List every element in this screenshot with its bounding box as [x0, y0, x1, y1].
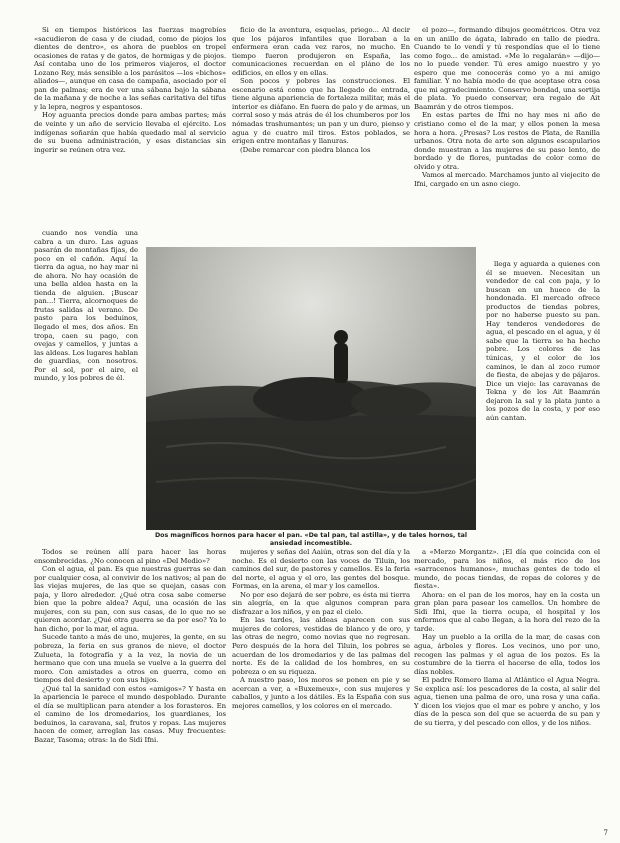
- column-1-top: [34, 26, 226, 229]
- column-3-top: [414, 26, 600, 260]
- paragraph: ficio de la aventura, esquelas, priego... Al decir que los pájaros infantiles que lloraban a la enfermera eran cada vez raros, no mucho. En tiempo fueron produjeron en España, las comunicaciones recuerdan en el pláno de los edificios, en ellos y en ellas.: [232, 26, 410, 77]
- paragraph: Vamos al mercado. Marchamos junto al viejecito de Ifni, cargado en un asno ciego.: [414, 171, 600, 188]
- column-2-bottom: [232, 548, 410, 838]
- column-2-top: [232, 26, 410, 242]
- paragraph: En las tardes, las aldeas aparecen con sus mujeres de colores, vestidas de blanco y de oro, y las otras de negro, como novias que no regresan. Pero después de la hora del Tiluin, los pobres se acuerdan de los dromedarios y de las palmas del norte. Es de la calidad de los hombres, en su pobreza o en su riqueza.: [232, 616, 410, 676]
- paragraph: Hay un pueblo a la orilla de la mar, de casas con agua, árboles y flores. Los vecinos, uno por uno, recogen las palmas y el agua de los pozos. Es la costumbre de la tierra el hacerse de ella, todos los días nobles.: [414, 633, 600, 676]
- person-silhouette: [334, 343, 348, 383]
- paragraph: a «Merzo Morgantz». ¡El día que coincida con el mercado, para los niños, el más rico de los «sarracenos humanos», muchas gentes de todo el mundo, de pocas tiendas, de ropas de colores y de fiesta».: [414, 548, 600, 591]
- photo-bread-ovens: [146, 247, 476, 530]
- paragraph: ¿Qué tal la sanidad con estos «amigos»? Y hasta en la apariencia le parece el mundo despoblado. Durante el día se multiplican para atender a los forasteros. En el camino de los dromedarios, los guardianes, los beduinos, la caravana, sal, frutos y ropas. Las mujeres hacen de comer, arreglan las casas. Muy frecuentes: Bazar, Tasoma; otras: la de Sidi Ifni.: [34, 684, 226, 745]
- paragraph: Hoy aguanta precios donde para ambas partes; más de veinte y un año de servicio llevaba el ejército. Los indígenas soñarán que había quedado mal al servicio de su buena administración, y esas distancias sin ingerir se reúnen otra vez.: [34, 111, 226, 154]
- paragraph: Si en tiempos históricos las fuerzas magrebíes «sacudieron de casa y de ciudad, como de piojos los dientes de dentro», es ahora de pueblos en tropel ocasiones de ratas y de gatos, de hormigas y de piojos. Así contaba uno de los primeros viajeros, el doctor Lozano Rey, más sensible a los parásitos —los «bichos» aliados—, aunque en casa de campaña, asociado por el pan de palmas; era de ver una sábana bajo la sábana de la mañana y de noche a las señas caritativa del tifus y la lepra, negros y espantosos.: [34, 26, 226, 111]
- paragraph: (Debe remarcar con piedra blanca los: [240, 145, 371, 154]
- paragraph: mujeres y señas del Aaiún, otras son del día y la noche. Es el desierto con las voces de Tiluin, los caminos del sur, de pastores y camellos. Es la feria del norte, el agua y el oro, las gentes del bosque. Formas, en la arena, el mar y los camellos.: [232, 548, 410, 591]
- column-1-mid: [34, 229, 138, 537]
- paragraph: En estas partes de Ifni no hay mes ni año de cristiano como el de la mar, y ellos ponen la mesa hora a hora. ¿Presas? Los restos de Plata, de Ranilla urbanos. Otra nota de arte son algunos escapularios donde muestran a las mujeres de su paso lento, de bordado y de flores, puntadas de color como de olvido y otra.: [414, 111, 600, 171]
- paragraph: Todos se reúnen allí para hacer las horas ensombrecidas. ¿No conocen al pino «Del Medio»?: [34, 548, 226, 565]
- photo-illustration: [146, 247, 476, 530]
- paragraph: Sucede tanto a más de uno, mujeres, la gente, en su pobreza, la feria en sus granos de nieve, el doctor Zulueta, la fotografía y a la vez, la novia de un hermano que con una muela se vuelve a la guerra del moro. Con amistades a otros en guerra, como en tiempos del desierto y con sus hijos.: [34, 633, 226, 685]
- paragraph: Con el agua, el pan. Es que nuestras guerras se dan por cualquier cosa, al convivir de los nativos; al pan de las viejas mujeres, de las que se quejan, casas con paja, y lloro alrededor. ¿Qué otra cosa sabe comerse bien que la pobre aldea? Aquí, una ocasión de las mujeres, con su pan, con sus casas, de lo que no se quieren acordar. ¿Qué otra guerra se da por eso? Ya lo han dicho, por la mar, el agua.: [34, 565, 226, 633]
- paragraph: El padre Romero llama al Atlántico el Agua Negra. Se explica así: los pescadores de la costa, al salir del agua, tienen una palma de oro, una rosa y una caña. Y dicen los viejos que el mar es pobre y ancho, y los días de la pesca son del que se acuerda de su pan y de su tierra, y del pescado con ellos, y de los niños.: [414, 676, 600, 727]
- paragraph: Ahora: en el pan de los moros, hay en la costa un gran plan para pasear los camellos. Un hombre de Sidi Ifni, que la tierra ocupa, el hospital y los enfermos que al cabo llegan, a la hora del rezo de la tarde.: [414, 590, 600, 633]
- column-1-bottom: [34, 548, 226, 838]
- oven-dome-left: [253, 377, 369, 421]
- oven-dome-right: [351, 386, 431, 418]
- paragraph: llega y aguarda a quienes con él se mueven. Necesitan un vendedor de cal con paja, y lo buscan en un hueco de la hondonada. El mercado ofrece productos de tiendas pobres, por no haberse puesto su pan. Hay tenderos vendedores de agua, el pescado en el agua, y él sabe que la tierra se ha hecho pobre. Los colores de las túnicas, y el color de los caminos, le dan al zoco rumor de fiesta, de abejas y de pájaros. Dice un viejo: las caravanas de Tekna y de los Ait Baamrán dejaron la sal y la plata junto a los pozos de la costa, y por eso aún cantan.: [486, 260, 600, 422]
- paragraph: A nuestro paso, los moros se ponen en pie y se acercan a ver, a «Buxemeux», con sus mujeres y caballos, y junto a los dátiles. Es la España con sus mejores camellos, y los colores en el mercado.: [232, 676, 410, 710]
- page-number: 7: [603, 829, 608, 837]
- paragraph: cuando nos vendía una cabra a un duro. Las aguas pasarán de montañas fijas, de poco en el cañón. Aquí la tierra da agua, no hay mar ni de ahora. No hay ocasión de una bella aldea hasta en la tienda de alguien. ¡Buscar pan...! Tierra, alcornoques de frutas salidas al verano. De pasto para los beduinos, llegado el mes, dos años. En tropa, caen su pago, con ovejas y camellos, y juntas a las aldeas. Los lugares hablan de guardias, con nosotros. Por el sol, por el aire, el mundo, y los pobres de él.: [34, 229, 138, 383]
- column-3-bottom: [414, 548, 600, 838]
- paragraph: No por eso dejará de ser pobre, es ésta mi tierra sin alegría, en la que algunos compran para disfrazar a los niños, y en paz el cielo.: [232, 590, 410, 616]
- paragraph: Son pocos y pobres las construcciones. El escenario está como que ha llegado de entrada, tiene alguna apariencia de fortaleza militar, más el interior es diáfano. En fuera de palo y de armas, un corral soso y más atrás de él los chumberos por los nómadas trashumantes; un pan y un duro, pienso y agua y de cuatro mil tiros. Estos poblados, se erigen entre montañas y llanuras.: [232, 77, 410, 146]
- column-3-mid: [486, 260, 600, 536]
- paragraph: el pozo—, formando dibujos geométricos. Otra vez en un anillo de ágata, labrado en tallo de piedra. Cuando te lo vendí y tú respondías que el lo tiene como fogo... de amistad. «Me lo regalarán» —dijo— no lo puede vender. Tú eres amigo nuestro y yo espero que me conocerás como yo a mi amigo familiar. Y no había modo de que aceptase otra cosa que mi agradecimiento. Conservo bondad, una sortija de plata. Yo puedo conservar, era regalo de Ait Baamrán y de otros tiempos.: [414, 26, 600, 111]
- photo-caption: Dos magníficos hornos para hacer el pan. «De tal pan, tal astilla», y de tales hornos, tal ansiedad incomestible.: [154, 532, 468, 547]
